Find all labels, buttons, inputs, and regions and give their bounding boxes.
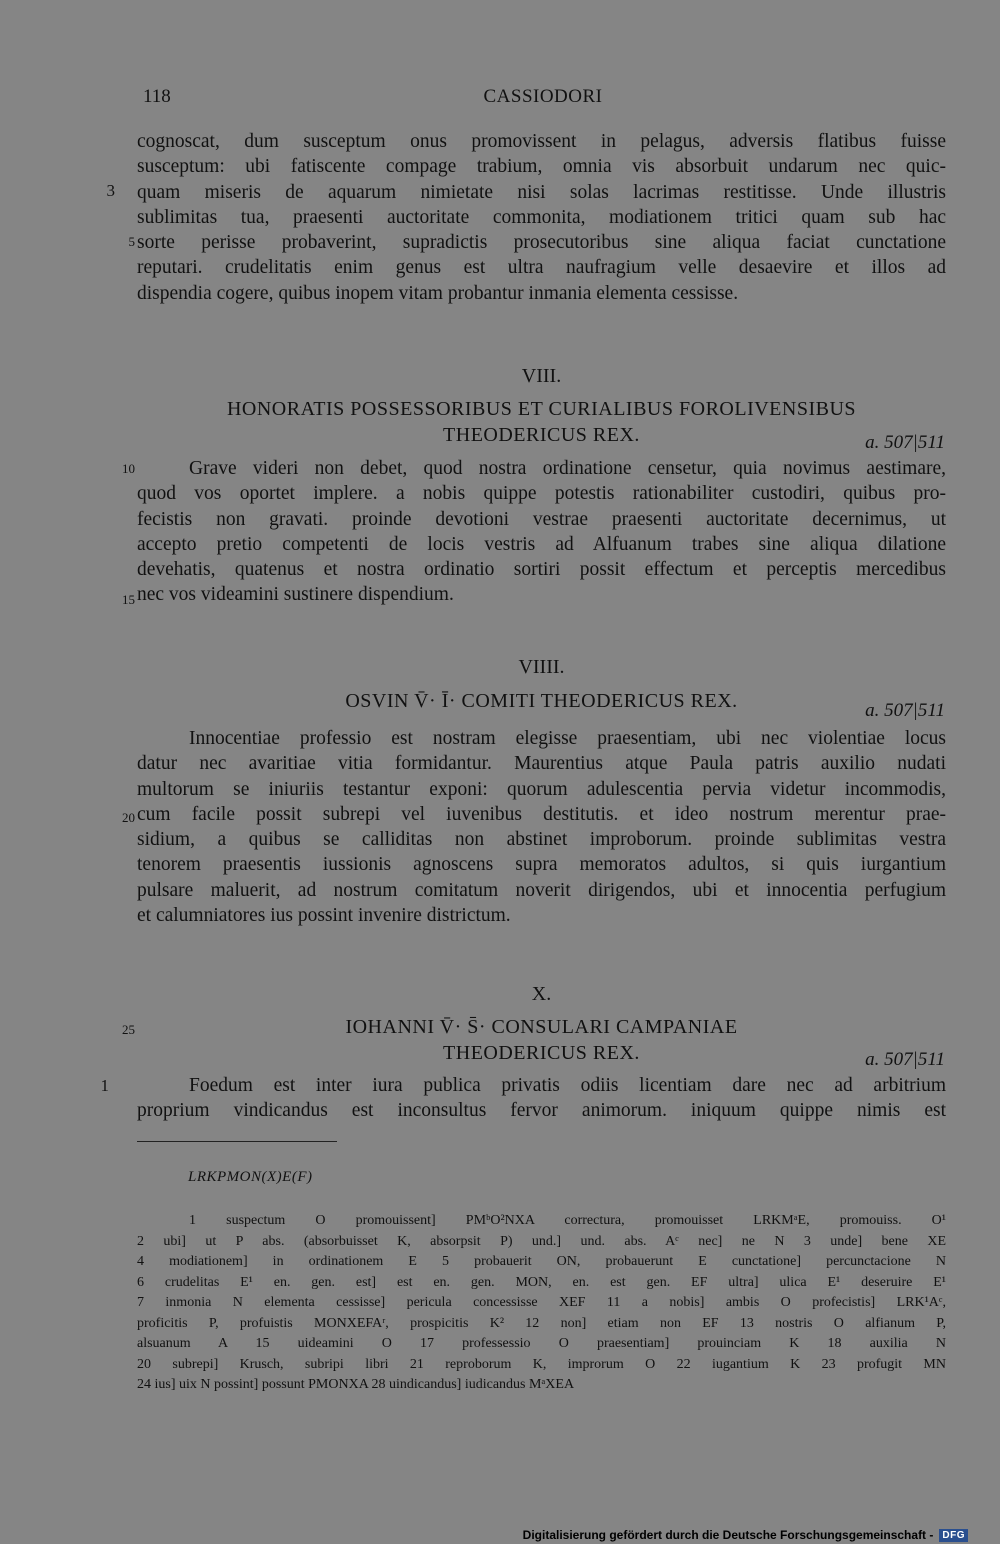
apparatus-line: proficitis P, profuistis MONXEFAʳ, prospicitis K² 12 non] etiam non EF 13 nostris O alfianum P, — [137, 1315, 946, 1331]
text-line: pulsare maluerit, ad nostrum comitatum noverit dirigendos, ubi et innocentia perfugium — [137, 879, 946, 901]
apparatus-line: 7 inmonia N elementa cessisse] pericula concessisse XEF 11 a nobis] ambis O profecistis] LRK¹Aᶜ, — [137, 1295, 946, 1310]
top-paragraph — [137, 129, 946, 306]
section-date: a. 507|511 — [865, 432, 945, 453]
text-line: fecistis non gravati. proinde devotioni vestrae praesenti auctoritate decernimus, ut — [137, 508, 946, 530]
text-line: datur nec avaritiae vitia formidantur. Maurentius atque Paula patris auxilio nudati — [137, 753, 946, 775]
text-line: sublimitas tua, praesenti auctoritate commonita, modiationem tritici quam sub hac — [137, 206, 946, 228]
section-number: VIII. — [521, 365, 562, 387]
line-number: 1 — [100, 1076, 109, 1095]
section-number: VIIII. — [518, 656, 565, 678]
section-number: X. — [531, 983, 552, 1005]
manuscript-sigla: LRKPMON(X)E(F) — [188, 1169, 313, 1185]
footnote-rule — [137, 1141, 337, 1142]
credit-text: Digitalisierung gefördert durch die Deutsche Forschungsgemeinschaft - — [522, 1528, 934, 1542]
text-line: et calumniatores ius possint invenire districtum. — [137, 905, 511, 927]
text-line: cognoscat, dum susceptum onus promovissent in pelagus, adversis flatibus fuisse — [137, 131, 946, 152]
section-9-text — [137, 726, 946, 928]
apparatus-line: 4 modiationem] in ordinationem E 5 probauerit ON, probauerunt E cunctatione] percunctacione N — [137, 1254, 946, 1269]
apparatus-line: 1 suspectum O promouissent] PMᵇO²NXA correctura, promouisset LRKMᵃE, promouiss. O¹ — [189, 1213, 946, 1228]
text-line: multorum se iniuriis testantur exponi: quorum adulescentia pervia videtur incommodis, — [137, 778, 946, 800]
text-line: dispendia cogere, quibus inopem vitam probantur inmania elementa cessisse. — [137, 282, 739, 304]
text-line: susceptum: ubi fatiscente compage trabium, omnia vis absorbuit undarum nec quic- — [137, 156, 946, 178]
section-address: OSVIN V̄· Ī· COMITI THEODERICUS REX. — [345, 690, 738, 712]
text-line: devehatis, quatenus et nostra ordinatio sortiri possit effectum et perceptis mercedibus — [137, 559, 946, 581]
text-line: tenorem praesentis iussionis agnoscens supra memoratos adultos, si quis iurgantium — [137, 854, 946, 876]
section-8-text — [137, 456, 946, 608]
line-number: 3 — [106, 181, 115, 200]
apparatus-line: 2 ubi] ut P abs. (absorbuisset K, absorpsit P) und.] und. abs. Aᶜ nec] ne N 3 unde] bene XE — [137, 1233, 946, 1249]
dfg-logo: DFG — [939, 1529, 968, 1542]
section-address: THEODERICUS REX. — [443, 1042, 640, 1064]
apparatus-line: 20 subrepi] Krusch, subripi libri 21 reproborum K, improrum O 22 iugantium K 23 profugit MN — [137, 1356, 946, 1372]
section-address: IOHANNI V̄· S̄· CONSULARI CAMPANIAE — [345, 1016, 738, 1038]
page-number: 118 — [143, 86, 171, 107]
text-line: nec vos videamini sustinere dispendium. — [137, 584, 454, 606]
text-line: Innocentiae professio est nostram elegisse praesentiam, ubi nec violentiae locus — [189, 728, 946, 749]
text-line: cum facile possit subrepi vel iuvenibus destitutis. et ideo nostrum merentur prae- — [137, 803, 946, 825]
digitization-credit — [523, 1528, 968, 1542]
section-10-text — [137, 1073, 946, 1124]
text-line: accepto pretio competenti de locis vestris ad Alfuanum trabes sine aliqua dilatione — [137, 533, 946, 555]
line-number: 5 — [128, 234, 135, 249]
line-number: 10 — [122, 461, 135, 476]
line-number: 25 — [122, 1022, 135, 1037]
line-number: 15 — [122, 592, 135, 607]
text-line: sorte perisse probaverint, supradictis prosecutoribus sine aliqua faciat cunctatione — [137, 232, 946, 254]
section-address: HONORATIS POSSESSORIBUS ET CURIALIBUS FOROLIVENSIBUS — [226, 398, 857, 420]
text-line: quam miseris de aquarum nimietate nisi solas lacrimas restitisse. Unde illustris — [137, 181, 946, 203]
text-line: quod vos oportet implere. a nobis quippe potestis rationabiliter custodiri, quibus pro- — [137, 483, 946, 505]
running-title: CASSIODORI — [483, 86, 603, 107]
text-line: reputari. crudelitatis enim genus est ultra naufragium velle desaevire et illos ad — [137, 257, 946, 279]
line-number: 20 — [122, 810, 135, 825]
apparatus-line: 6 crudelitas E¹ en. gen. est] est en. gen. MON, en. est gen. EF ultra] ulica E¹ deseruire E¹ — [137, 1274, 946, 1290]
critical-apparatus — [137, 1211, 946, 1396]
section-date: a. 507|511 — [865, 1049, 945, 1070]
apparatus-line: alsuanum A 15 uideamini O 17 professessio O praesentiam] prouinciam K 18 auxilia N — [137, 1336, 946, 1351]
apparatus-line: 24 ius] uix N possint] possunt PMONXA 28 uindicandus] iudicandus MᵃXEA — [137, 1377, 575, 1392]
text-line: proprium vindicandus est inconsultus fervor animorum. iniquum quippe nimis est — [137, 1100, 946, 1122]
text-line: sidium, a quibus se calliditas non abstinet improborum. proinde sublimitas vestra — [137, 829, 946, 851]
text-line: Grave videri non debet, quod nostra ordinatione censetur, quia novimus aestimare, — [189, 458, 946, 479]
page-header — [143, 86, 943, 112]
section-date: a. 507|511 — [865, 700, 945, 721]
section-address: THEODERICUS REX. — [443, 424, 640, 446]
text-line: Foedum est inter iura publica privatis odiis licentiam dare nec ad arbitrium — [189, 1075, 946, 1096]
